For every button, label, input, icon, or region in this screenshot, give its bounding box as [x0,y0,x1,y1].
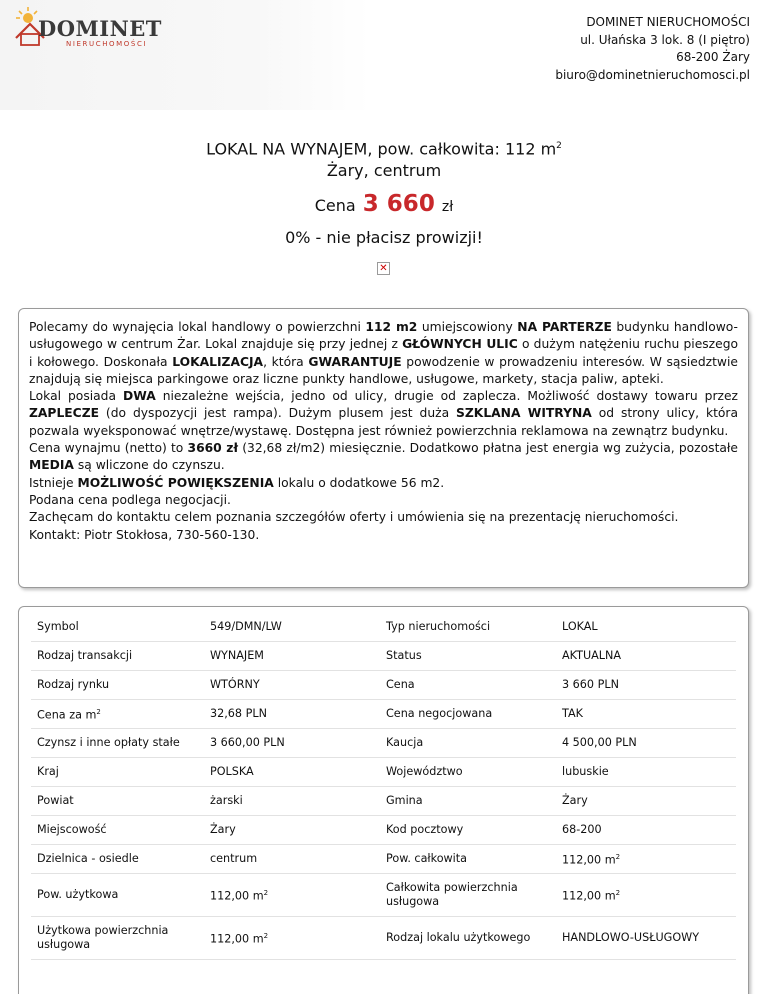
description-box [18,308,749,588]
table-row [31,729,736,758]
description-paragraph: Podana cena podlega negocjacji. [29,492,231,507]
description-paragraph: Cena wynajmu (netto) to 3660 zł (32,68 zł/m2) miesięcznie. Dodatkowo płatna jest energia wg zużycia, pozostałe MEDIA są wliczone do czynszu. [29,441,738,473]
detail-value: 112,00 $m^2$ [562,853,621,867]
table-row [31,642,736,671]
detail-label: Cena negocjowana [386,707,493,720]
company-city: 68-200 Żary [676,50,750,64]
detail-label: Kaucja [386,736,424,749]
table-row [31,613,736,642]
details-table [18,606,749,994]
detail-label: Rodzaj lokalu użytkowego [386,931,531,944]
detail-value: Żary [562,794,588,807]
logo-text: DOMINET [38,16,162,41]
price-value: 3 660 [362,191,435,218]
detail-label: Pow. użytkowa [37,888,119,901]
company-email[interactable]: biuro@dominetnieruchomosci.pl [555,67,750,82]
detail-value: Żary [210,823,236,836]
promo-text: 0% - nie płacisz prowizji! [285,228,483,248]
detail-value: 112,00 $m^2$ [562,889,621,903]
price-label: Cena [314,196,356,216]
detail-value: 32,68 PLN [210,707,267,720]
detail-value: POLSKA [210,765,254,778]
broken-image-icon[interactable]: ✕ [377,262,390,275]
detail-value: 112,00 $m^2$ [210,889,269,903]
detail-label: Czynsz i inne opłaty stałe [37,736,180,749]
detail-label: Użytkowa powierzchnia usługowa [37,924,169,951]
table-row [31,874,736,917]
table-row [31,700,736,729]
logo-subtext: NIERUCHOMOŚCI [66,40,148,48]
company-logo[interactable] [8,4,168,54]
detail-value: centrum [210,852,258,865]
table-row [31,816,736,845]
detail-label: Kraj [37,765,59,778]
detail-value: 3 660 PLN [562,678,619,691]
detail-value: TAK [562,707,583,720]
detail-value: WTÓRNY [210,678,260,691]
price-currency: zł [441,199,454,216]
offer-header [0,135,768,249]
company-street: ul. Ułańska 3 lok. 8 (I piętro) [580,32,750,47]
table-row [31,917,736,960]
detail-value: HANDLOWO-USŁUGOWY [562,931,700,944]
detail-value: lubuskie [562,765,609,778]
description-paragraph: Lokal posiada DWA niezależne wejścia, jedno od ulicy, drugie od zaplecza. Możliwość dostawy towaru przez ZAPLECZE (do dyspozycji jest rampa). Dużym plusem jest duża SZKLANA WITRYNA od strony ulicy, która pozwala wyeksponować wnętrze/wystawę. Dostępna jest również powierzchnia reklamowa na zewnątrz budynku. [29,389,739,438]
description-paragraph: Istnieje MOŻLIWOŚĆ POWIĘKSZENIA lokalu o dodatkowe 56 m2. [29,475,445,490]
company-address [555,14,750,84]
detail-value: WYNAJEM [210,649,264,662]
offer-title: LOKAL NA WYNAJEM, pow. całkowita: 112 $m^2$ [206,139,562,159]
detail-label: Kod pocztowy [386,823,464,836]
detail-label: Gmina [386,794,423,807]
table-row [31,671,736,700]
detail-value: 549/DMN/LW [210,620,282,633]
detail-value: LOKAL [562,620,598,633]
detail-value: 112,00 $m^2$ [210,932,269,946]
detail-label: Pow. całkowita [386,852,468,865]
table-row [31,758,736,787]
offer-price [0,190,768,221]
detail-label: Status [386,649,422,662]
table-row [31,787,736,816]
detail-label: Rodzaj rynku [37,678,110,691]
detail-value: AKTUALNA [562,649,622,662]
detail-label: Całkowita powierzchnia usługowa [386,881,518,908]
detail-label: Województwo [386,765,463,778]
detail-value: 3 660,00 PLN [210,736,285,749]
description-paragraph: Kontakt: Piotr Stokłosa, 730-560-130. [29,527,260,542]
detail-label: Cena za $m^2$ [37,708,101,722]
detail-label: Miejscowość [37,823,107,836]
detail-value: 4 500,00 PLN [562,736,637,749]
description-paragraph: Zachęcam do kontaktu celem poznania szczegółów oferty i umówienia się na prezentację nieruchomości. [29,510,679,525]
detail-label: Cena [386,678,415,691]
detail-label: Typ nieruchomości [386,620,491,633]
detail-label: Symbol [37,620,79,633]
detail-label: Dzielnica - osiedle [37,852,139,865]
table-row [31,845,736,874]
detail-value: żarski [210,794,243,807]
detail-label: Powiat [37,794,74,807]
offer-location: Żary, centrum [326,161,442,181]
detail-label: Rodzaj transakcji [37,649,133,662]
company-name: DOMINET NIERUCHOMOŚCI [586,15,750,29]
detail-value: 68-200 [562,823,602,836]
description-paragraph: Polecamy do wynajęcia lokal handlowy o powierzchni 112 m2 umiejscowiony NA PARTERZE budynku handlowo-usługowego w centrum Żar. Lokal znajduje się przy jednej z GŁÓWNYCH ULIC o dużym natężeniu ruchu pieszego i kołowego. Doskonała LOKALIZACJA, która GWARANTUJE powodzenie w prowadzeniu interesów. W sąsiedztwie znajdują się miejsca parkingowe oraz liczne punkty handlowe, usługowe, markety, stacja paliw, apteki. [29,320,739,386]
